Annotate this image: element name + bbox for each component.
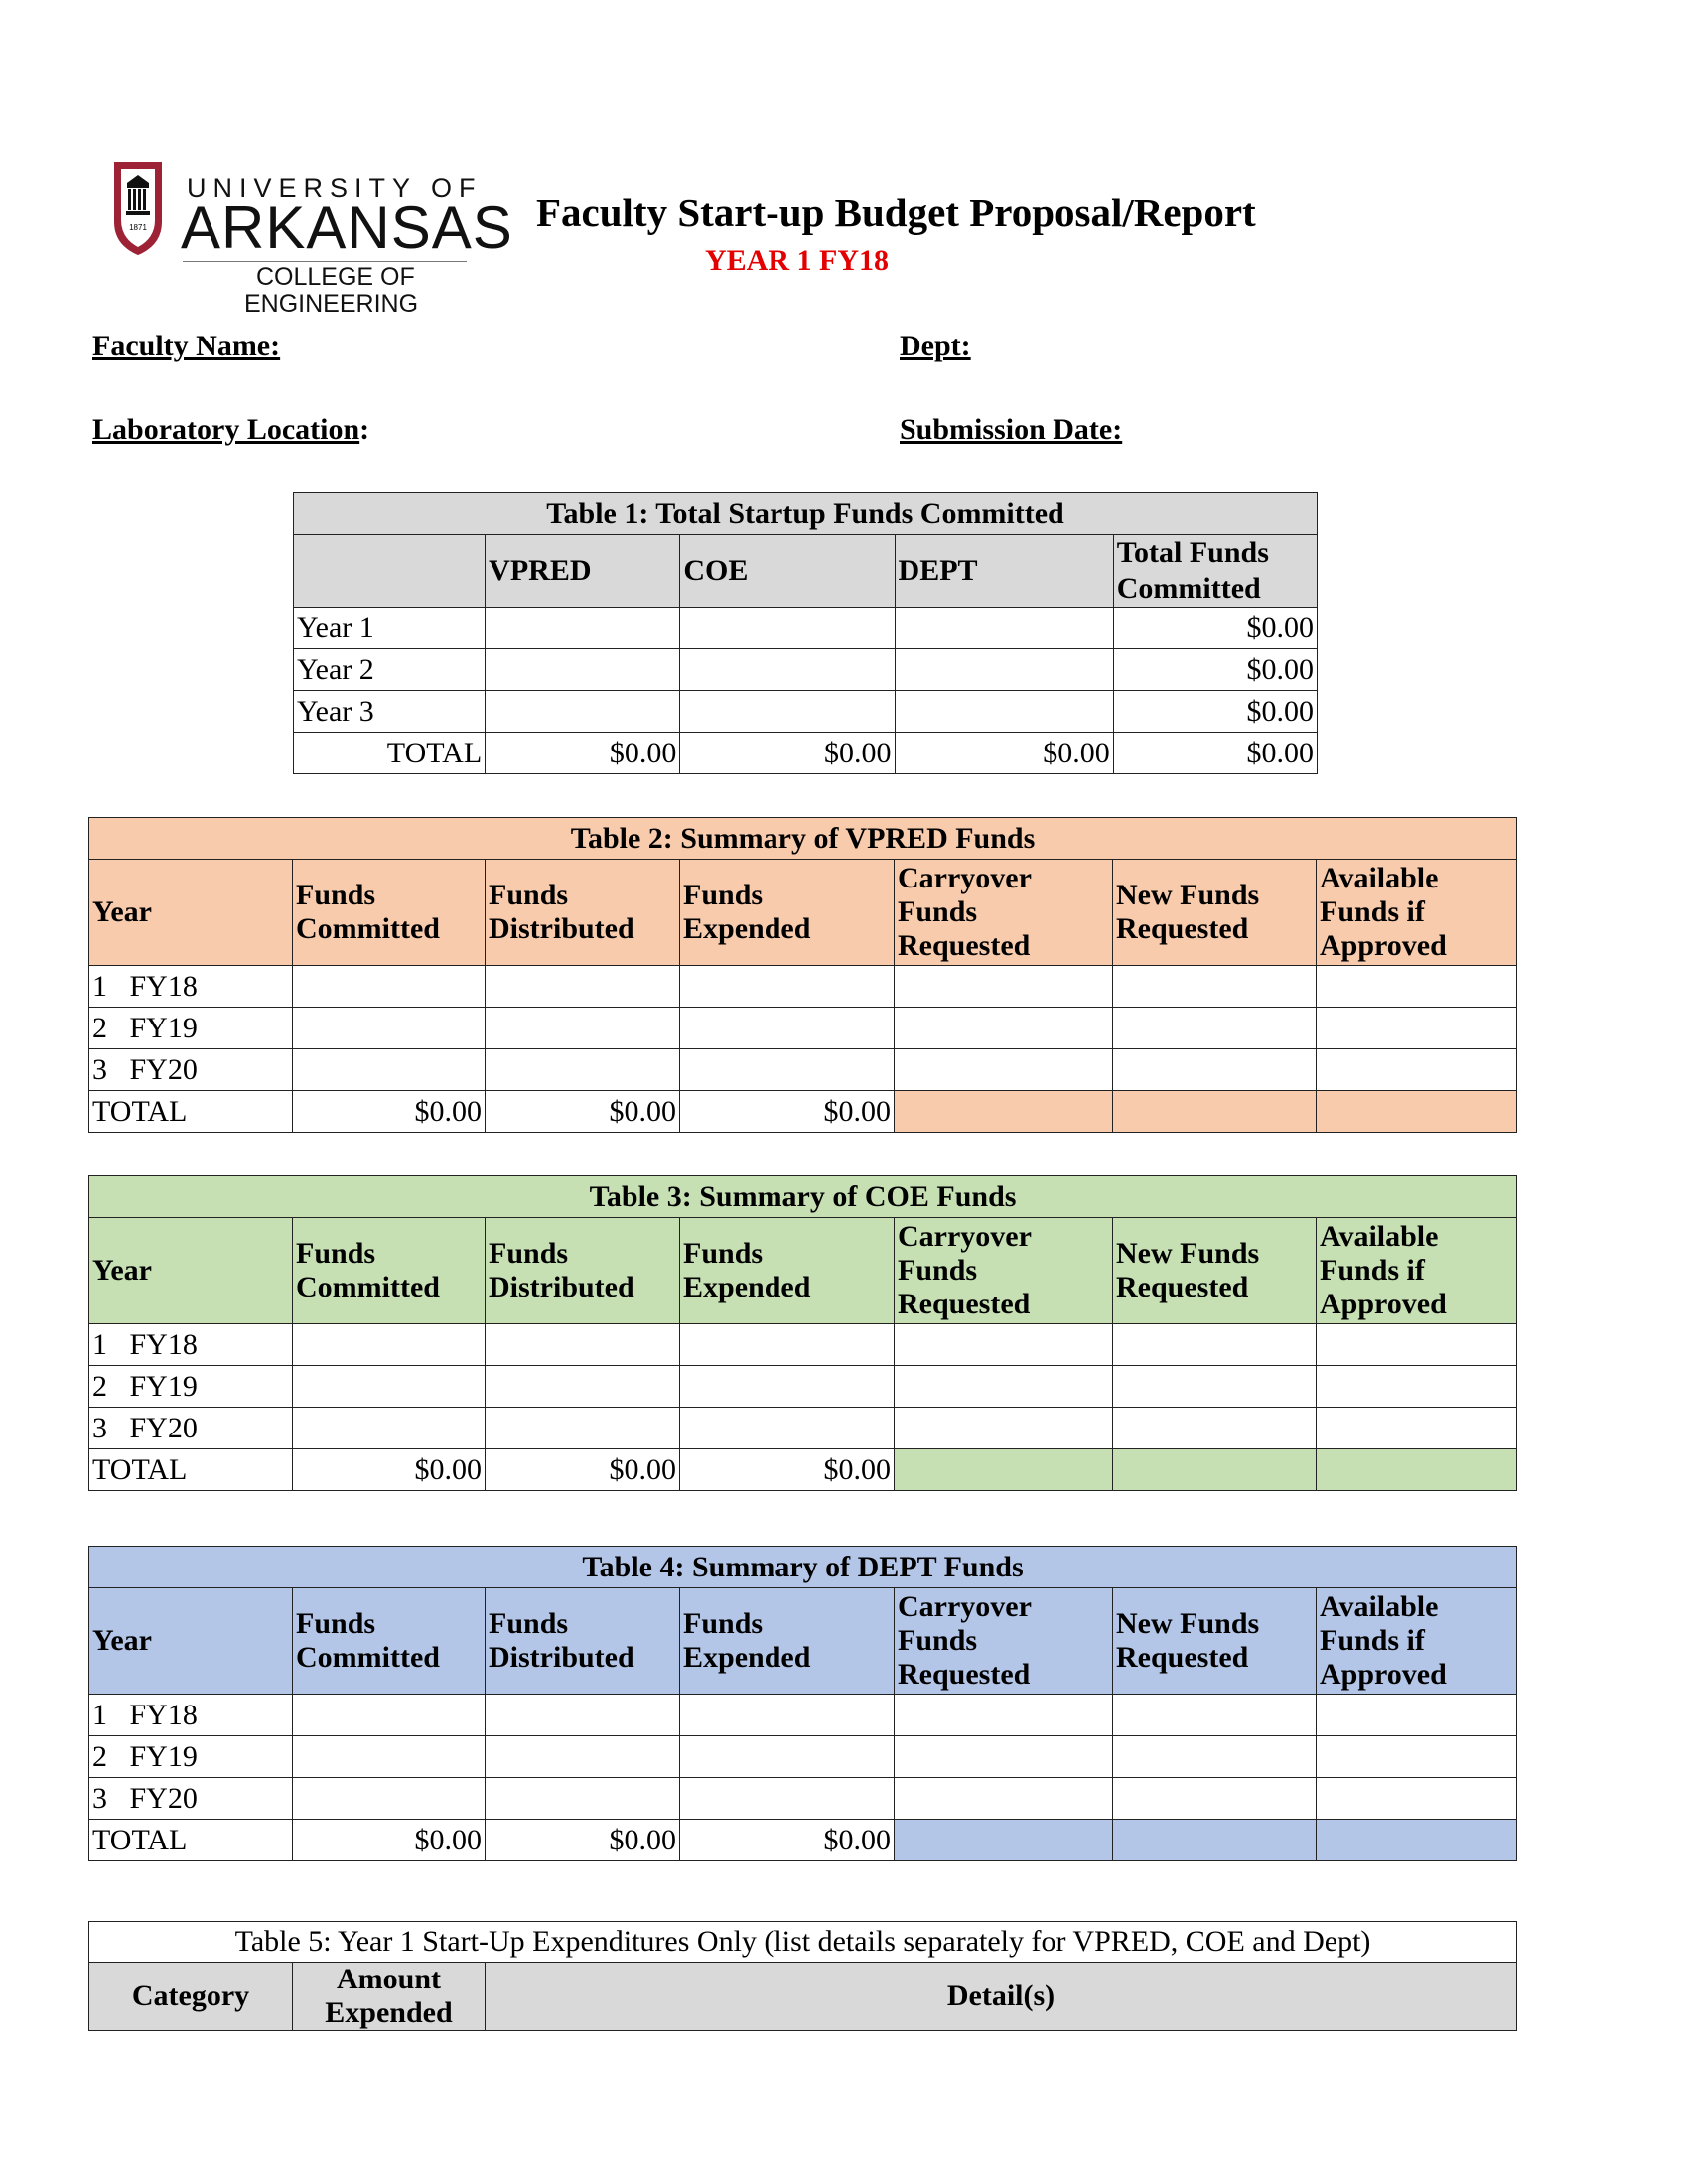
data-cell[interactable] [895, 1778, 1113, 1820]
header-funds-distributed: Funds Distributed [486, 1218, 680, 1324]
data-cell[interactable] [1113, 1778, 1317, 1820]
table-row [89, 1695, 1517, 1736]
data-cell[interactable] [293, 1408, 486, 1449]
header-year: Year [89, 860, 293, 966]
header-available: Available Funds if Approved [1317, 860, 1517, 966]
table-row [89, 1736, 1517, 1778]
header-carryover: Carryover Funds Requested [895, 1218, 1113, 1324]
table-row [89, 1778, 1517, 1820]
data-cell[interactable] [486, 1324, 680, 1366]
data-cell[interactable] [680, 1408, 895, 1449]
year-cell: 1 FY18 [89, 1695, 293, 1736]
data-cell[interactable] [1113, 966, 1317, 1008]
table-row [294, 691, 1318, 733]
table3-title: Table 3: Summary of COE Funds [89, 1176, 1517, 1218]
dept-cell[interactable] [895, 691, 1113, 733]
vpred-cell[interactable] [486, 649, 680, 691]
row-label: Year 2 [294, 649, 486, 691]
logo-university-of: UNIVERSITY OF [187, 173, 483, 203]
distributed-total: $0.00 [486, 1820, 680, 1861]
table1-header-dept: DEPT [895, 535, 1113, 608]
data-cell[interactable] [1317, 1736, 1517, 1778]
shaded-cell [1317, 1091, 1517, 1133]
data-cell[interactable] [895, 1324, 1113, 1366]
header-available: Available Funds if Approved [1317, 1588, 1517, 1695]
shaded-cell [1317, 1820, 1517, 1861]
logo-divider [183, 261, 467, 262]
header-category: Category [89, 1963, 293, 2031]
header-new-funds: New Funds Requested [1113, 1218, 1317, 1324]
shaded-cell [895, 1820, 1113, 1861]
table-row [89, 1366, 1517, 1408]
dept-total: $0.00 [895, 733, 1113, 774]
faculty-name-label: Faculty Name: [92, 330, 281, 362]
data-cell[interactable] [293, 1324, 486, 1366]
data-cell[interactable] [1317, 1366, 1517, 1408]
data-cell[interactable] [1113, 1324, 1317, 1366]
table-row [89, 1324, 1517, 1366]
table-total-row [89, 1091, 1517, 1133]
vpred-total: $0.00 [486, 733, 680, 774]
table2-title: Table 2: Summary of VPRED Funds [89, 818, 1517, 860]
table1-header-vpred: VPRED [486, 535, 680, 608]
coe-cell[interactable] [680, 691, 895, 733]
shaded-cell [1317, 1449, 1517, 1491]
data-cell[interactable] [486, 1736, 680, 1778]
logo-college-of: COLLEGE OF [256, 263, 415, 291]
data-cell[interactable] [1113, 1736, 1317, 1778]
distributed-total: $0.00 [486, 1091, 680, 1133]
data-cell[interactable] [1317, 1778, 1517, 1820]
data-cell[interactable] [293, 1049, 486, 1091]
data-cell[interactable] [895, 1695, 1113, 1736]
data-cell[interactable] [895, 1049, 1113, 1091]
data-cell[interactable] [1113, 1366, 1317, 1408]
header-funds-committed: Funds Committed [293, 1588, 486, 1695]
expended-total: $0.00 [680, 1820, 895, 1861]
year-cell: 1 FY18 [89, 966, 293, 1008]
year-cell: 1 FY18 [89, 1324, 293, 1366]
header-funds-committed: Funds Committed [293, 860, 486, 966]
row-label: Year 1 [294, 608, 486, 649]
logo-engineering: ENGINEERING [244, 290, 419, 318]
total-cell: $0.00 [1113, 691, 1317, 733]
data-cell[interactable] [1317, 966, 1517, 1008]
table-row [294, 649, 1318, 691]
data-cell[interactable] [486, 1778, 680, 1820]
dept-summary-table [88, 1546, 1517, 1861]
header-new-funds: New Funds Requested [1113, 1588, 1317, 1695]
total-label: TOTAL [89, 1091, 293, 1133]
vpred-cell[interactable] [486, 691, 680, 733]
table-total-row [89, 1449, 1517, 1491]
data-cell[interactable] [293, 1778, 486, 1820]
data-cell[interactable] [293, 1008, 486, 1049]
laboratory-location-label: Laboratory Location: [92, 413, 370, 446]
shaded-cell [1113, 1820, 1317, 1861]
page-title: Faculty Start-up Budget Proposal/Report [536, 190, 1256, 235]
year-cell: 2 FY19 [89, 1366, 293, 1408]
year-cell: 2 FY19 [89, 1736, 293, 1778]
total-label: TOTAL [89, 1449, 293, 1491]
university-logo [107, 161, 513, 320]
data-cell[interactable] [1113, 1695, 1317, 1736]
data-cell[interactable] [680, 966, 895, 1008]
coe-cell[interactable] [680, 649, 895, 691]
data-cell[interactable] [680, 1736, 895, 1778]
header-funds-distributed: Funds Distributed [486, 1588, 680, 1695]
university-seal-icon [107, 161, 169, 256]
header-funds-committed: Funds Committed [293, 1218, 486, 1324]
data-cell[interactable] [486, 1008, 680, 1049]
year-label: YEAR 1 FY18 [705, 244, 889, 277]
data-cell[interactable] [1317, 1324, 1517, 1366]
shaded-cell [1113, 1449, 1317, 1491]
header-year: Year [89, 1218, 293, 1324]
data-cell[interactable] [680, 1324, 895, 1366]
data-cell[interactable] [1317, 1408, 1517, 1449]
data-cell[interactable] [486, 1408, 680, 1449]
table1-header-total: Total Funds Committed [1113, 535, 1317, 608]
data-cell[interactable] [293, 1695, 486, 1736]
header-funds-distributed: Funds Distributed [486, 860, 680, 966]
table1-title: Table 1: Total Startup Funds Committed [294, 493, 1318, 535]
table-total-row [294, 733, 1318, 774]
data-cell[interactable] [1113, 1008, 1317, 1049]
data-cell[interactable] [680, 1778, 895, 1820]
header-year: Year [89, 1588, 293, 1695]
shaded-cell [895, 1091, 1113, 1133]
data-cell[interactable] [1113, 1408, 1317, 1449]
data-cell[interactable] [293, 966, 486, 1008]
data-cell[interactable] [1317, 1695, 1517, 1736]
data-cell[interactable] [1113, 1049, 1317, 1091]
data-cell[interactable] [680, 1366, 895, 1408]
header-funds-expended: Funds Expended [680, 1588, 895, 1695]
header-funds-expended: Funds Expended [680, 860, 895, 966]
table-total-row [89, 1820, 1517, 1861]
vpred-summary-table [88, 817, 1517, 1133]
data-cell[interactable] [293, 1736, 486, 1778]
dept-cell[interactable] [895, 608, 1113, 649]
table-row [89, 1049, 1517, 1091]
header-funds-expended: Funds Expended [680, 1218, 895, 1324]
data-cell[interactable] [680, 1049, 895, 1091]
total-label: TOTAL [294, 733, 486, 774]
header-details: Detail(s) [486, 1963, 1517, 2031]
table-row [89, 1408, 1517, 1449]
committed-total: $0.00 [293, 1820, 486, 1861]
grand-total: $0.00 [1113, 733, 1317, 774]
data-cell[interactable] [486, 966, 680, 1008]
total-label: TOTAL [89, 1820, 293, 1861]
data-cell[interactable] [680, 1695, 895, 1736]
data-cell[interactable] [895, 966, 1113, 1008]
header-amount-expended: Amount Expended [293, 1963, 486, 2031]
expended-total: $0.00 [680, 1449, 895, 1491]
header-carryover: Carryover Funds Requested [895, 1588, 1113, 1695]
header-available: Available Funds if Approved [1317, 1218, 1517, 1324]
data-cell[interactable] [680, 1008, 895, 1049]
expended-total: $0.00 [680, 1091, 895, 1133]
submission-date-label: Submission Date: [900, 413, 1123, 446]
total-startup-funds-table [293, 492, 1318, 774]
year1-expenditures-table [88, 1921, 1517, 2031]
table-row [89, 1008, 1517, 1049]
data-cell[interactable] [895, 1366, 1113, 1408]
data-cell[interactable] [895, 1736, 1113, 1778]
data-cell[interactable] [293, 1366, 486, 1408]
coe-cell[interactable] [680, 608, 895, 649]
total-cell: $0.00 [1113, 608, 1317, 649]
header-new-funds: New Funds Requested [1113, 860, 1317, 966]
shaded-cell [1113, 1091, 1317, 1133]
total-cell: $0.00 [1113, 649, 1317, 691]
table4-title: Table 4: Summary of DEPT Funds [89, 1547, 1517, 1588]
dept-cell[interactable] [895, 649, 1113, 691]
data-cell[interactable] [486, 1049, 680, 1091]
data-cell[interactable] [486, 1695, 680, 1736]
coe-total: $0.00 [680, 733, 895, 774]
committed-total: $0.00 [293, 1091, 486, 1133]
table1-header-blank [294, 535, 486, 608]
row-label: Year 3 [294, 691, 486, 733]
table-row [294, 608, 1318, 649]
distributed-total: $0.00 [486, 1449, 680, 1491]
year-cell: 3 FY20 [89, 1778, 293, 1820]
svg-text:1871: 1871 [129, 223, 147, 232]
year-cell: 3 FY20 [89, 1049, 293, 1091]
data-cell[interactable] [1317, 1049, 1517, 1091]
table1-header-coe: COE [680, 535, 895, 608]
data-cell[interactable] [895, 1008, 1113, 1049]
committed-total: $0.00 [293, 1449, 486, 1491]
year-cell: 3 FY20 [89, 1408, 293, 1449]
year-cell: 2 FY19 [89, 1008, 293, 1049]
shaded-cell [895, 1449, 1113, 1491]
data-cell[interactable] [486, 1366, 680, 1408]
coe-summary-table [88, 1175, 1517, 1491]
table5-title: Table 5: Year 1 Start-Up Expenditures Only (list details separately for VPRED, COE and Dept) [89, 1922, 1517, 1963]
table-row [89, 966, 1517, 1008]
header-carryover: Carryover Funds Requested [895, 860, 1113, 966]
dept-label: Dept: [900, 330, 971, 362]
data-cell[interactable] [1317, 1008, 1517, 1049]
vpred-cell[interactable] [486, 608, 680, 649]
data-cell[interactable] [895, 1408, 1113, 1449]
logo-arkansas: ARKANSAS [181, 195, 513, 261]
